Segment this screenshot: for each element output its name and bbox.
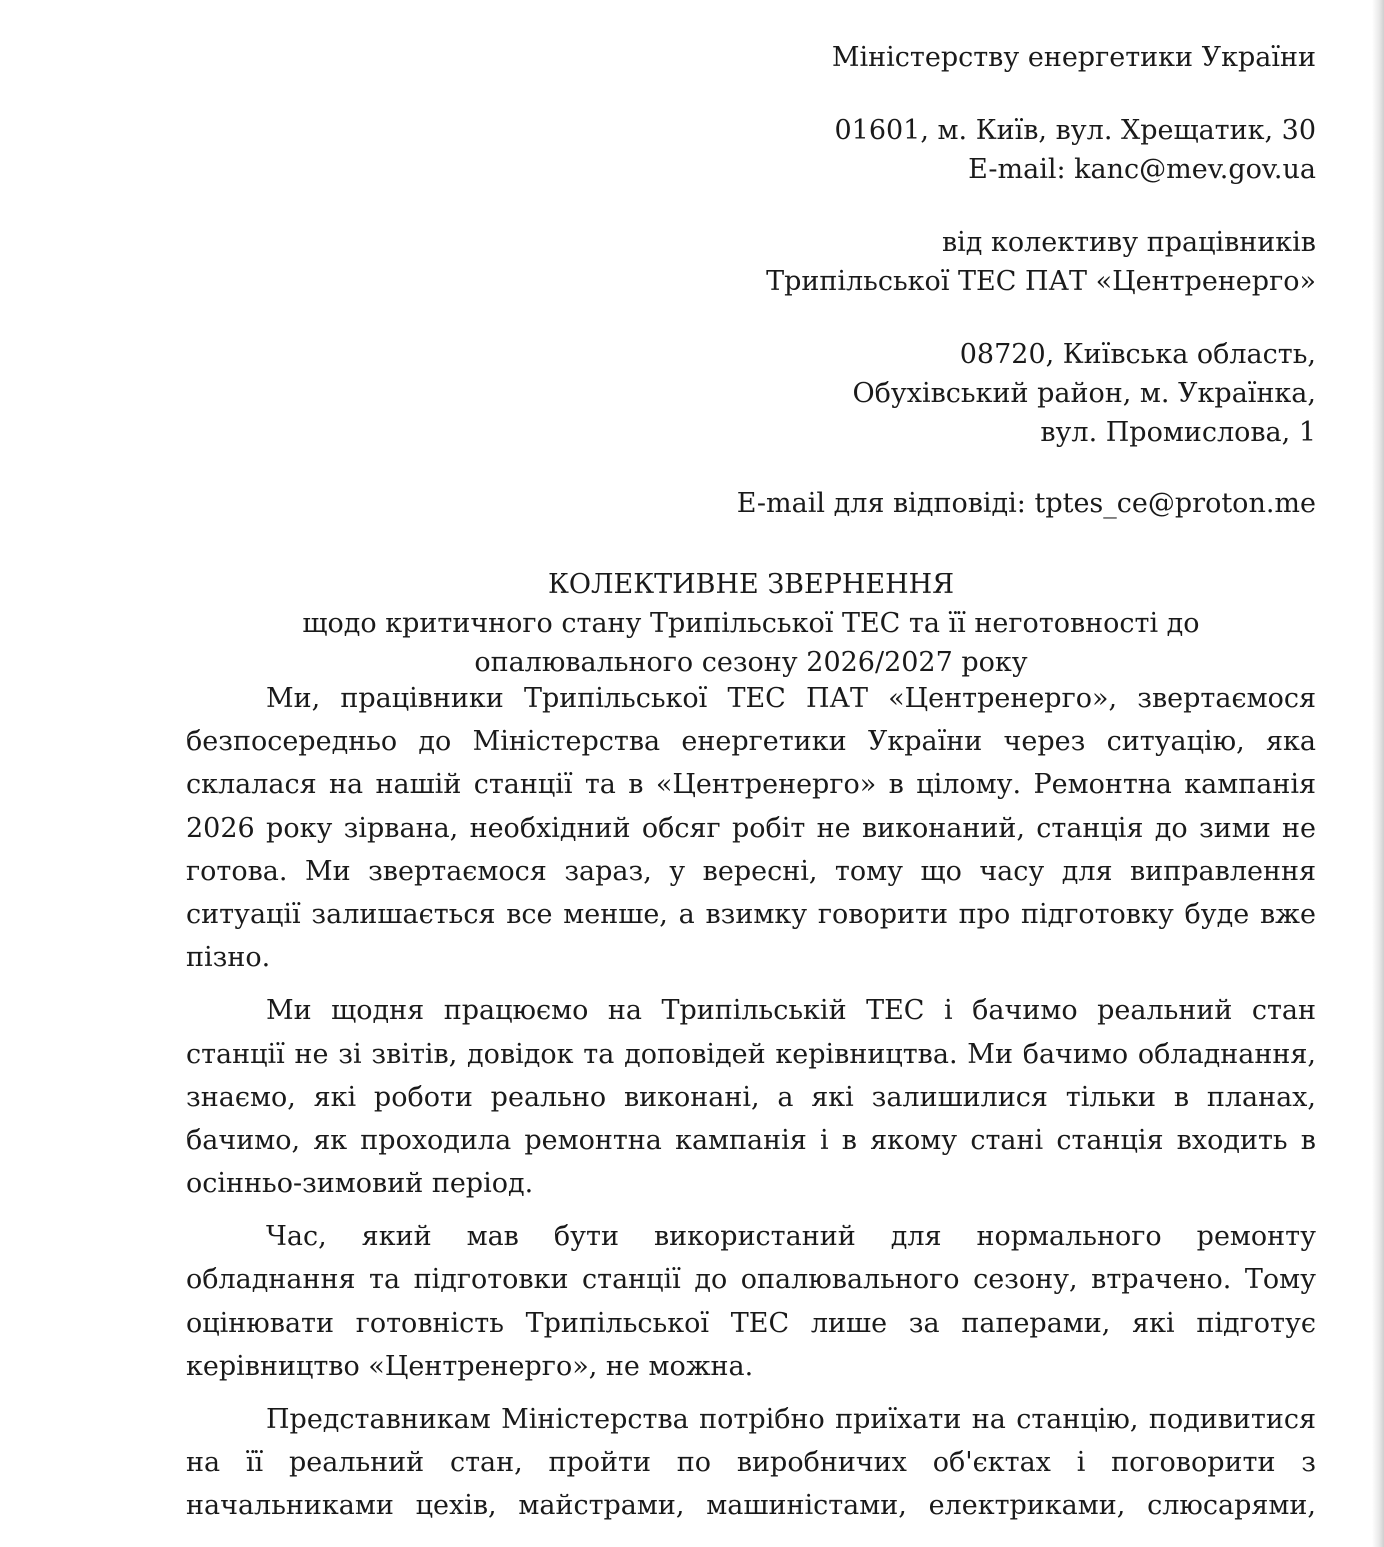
text-line: осінньо-зимовий період.	[186, 1168, 534, 1200]
recipient-address: 01601, м. Київ, вул. Хрещатик, 30	[834, 115, 1316, 146]
paragraph-1	[186, 677, 1316, 979]
text-line: Ми щодня працюємо на Трипільській ТЕС і бачимо реальний стан	[266, 995, 1316, 1027]
text-line: обладнання та підготовки станції до опалювального сезону, втрачено. Тому	[186, 1264, 1316, 1296]
reply-email: E-mail для відповіді: tptes_ce@proton.me	[736, 488, 1316, 519]
paragraph-3	[186, 1215, 1316, 1388]
text-line: Ми, працівники Трипільської ТЕС ПАТ «Центренерго», звертаємося	[266, 683, 1316, 714]
text-line: готова. Ми звертаємося зараз, у вересні, тому що часу для виправлення	[186, 855, 1316, 887]
page-edge-shadow	[1372, 0, 1384, 1547]
text-line: Час, який мав бути використаний для нормального ремонту	[266, 1221, 1316, 1253]
document-subtitle-line-1: щодо критичного стану Трипільської ТЕС та її неготовності до	[302, 608, 1200, 639]
text-line: на її реальний стан, пройти по виробничих об'єктах і поговорити з	[186, 1447, 1316, 1479]
text-line: оцінювати готовність Трипільської ТЕС лише за паперами, які підготує	[186, 1307, 1316, 1339]
recipient-email: E-mail: kanc@mev.gov.ua	[968, 154, 1316, 185]
text-line: начальниками цехів, майстрами, машиністами, електриками, слюсарями,	[186, 1490, 1316, 1522]
text-line: керівництво «Центренерго», не можна.	[186, 1350, 754, 1382]
paragraph-4	[186, 1398, 1316, 1528]
sender-line-2: Трипільської ТЕС ПАТ «Центренерго»	[766, 266, 1316, 297]
document-subtitle-line-2: опалювального сезону 2026/2027 року	[474, 647, 1028, 678]
sender-address-line-3: вул. Промислова, 1	[1040, 417, 1316, 448]
document-heading	[186, 565, 1316, 682]
text-line: ситуації залишається все менше, а взимку говорити про підготовку буде вже	[186, 898, 1316, 930]
text-line: Представникам Міністерства потрібно приїхати на станцію, подивитися	[266, 1404, 1316, 1435]
addressee-block	[556, 38, 1316, 523]
text-line: станції не зі звітів, довідок та доповідей керівництва. Ми бачимо обладнання,	[186, 1038, 1316, 1070]
text-line: 2026 року зірвана, необхідний обсяг робіт не виконаний, станція до зими не	[186, 812, 1316, 844]
paragraph-2	[186, 989, 1316, 1205]
sender-line-1: від колективу працівників	[941, 227, 1316, 258]
text-line: бачимо, як проходила ремонтна кампанія і в якому стані станція входить в	[186, 1124, 1316, 1156]
text-line: знаємо, які роботи реально виконані, а які залишилися тільки в планах,	[186, 1081, 1316, 1113]
sender-address-line-1: 08720, Київська область,	[959, 339, 1316, 370]
letter-body	[186, 677, 1316, 1538]
text-line: склалася на нашій станції та в «Центренерго» в цілому. Ремонтна кампанія	[186, 769, 1316, 801]
recipient-ministry: Міністерству енергетики України	[831, 42, 1316, 73]
text-line: пізно.	[186, 942, 271, 974]
document-title: КОЛЕКТИВНЕ ЗВЕРНЕННЯ	[547, 569, 955, 600]
text-line: безпосередньо до Міністерства енергетики України через ситуацію, яка	[186, 726, 1316, 758]
sender-address-line-2: Обухівський район, м. Українка,	[852, 378, 1316, 409]
